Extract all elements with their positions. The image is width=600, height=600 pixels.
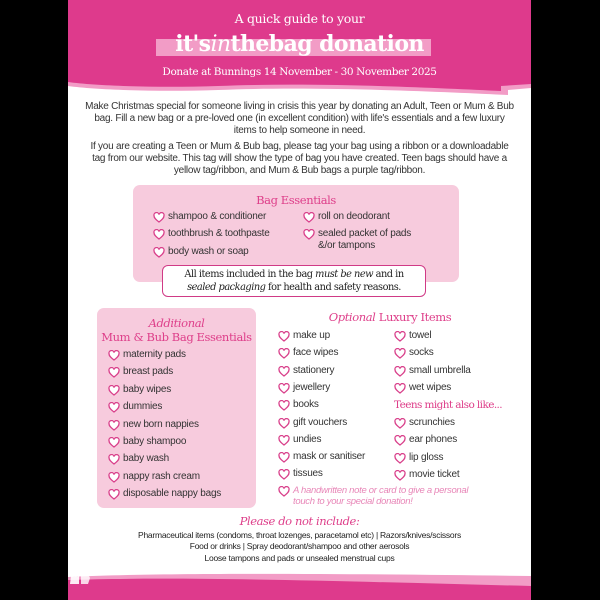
handwritten-note-item: A handwritten note or card to give a personal touch to your special donation!	[278, 485, 468, 507]
heart-icon	[108, 454, 120, 465]
list-item: disposable nappy bags	[108, 488, 221, 500]
list-item: tissues	[278, 468, 323, 480]
heart-icon	[153, 212, 165, 223]
heart-icon	[394, 366, 406, 377]
heart-icon	[278, 383, 290, 394]
heart-icon	[303, 212, 315, 223]
heart-icon	[303, 229, 315, 240]
heart-icon	[108, 420, 120, 431]
list-item: sealed packet of pads	[303, 228, 411, 240]
heart-icon	[108, 437, 120, 448]
list-item: mask or sanitiser	[278, 451, 365, 463]
heart-icon	[108, 367, 120, 378]
list-item: toothbrush & toothpaste	[153, 228, 270, 240]
list-item: face wipes	[278, 347, 338, 359]
heart-icon	[153, 229, 165, 240]
list-item: dummies	[108, 401, 162, 413]
footer-banner	[68, 572, 531, 600]
list-item: towel	[394, 330, 431, 342]
heart-icon	[394, 331, 406, 342]
heart-icon	[278, 418, 290, 429]
intro-paragraph-1: Make Christmas special for someone living in crisis this year by donating an Adult, Teen or Mum & Bub bag. Fill a new bag or a pre-loved one (in excellent condition) with life's essentials and a few luxury items to help someone in need.	[85, 101, 514, 136]
heart-icon	[108, 489, 120, 500]
list-item: baby wipes	[108, 384, 171, 396]
header-banner	[68, 0, 531, 98]
heart-icon	[108, 472, 120, 483]
heart-icon	[394, 418, 406, 429]
heart-icon	[394, 435, 406, 446]
mum-bub-title-line2: Mum & Bub Bag Essentials	[101, 330, 252, 344]
heart-icon	[278, 400, 290, 411]
list-item: roll on deodorant	[303, 211, 390, 223]
bag-essentials-title: Bag Essentials	[256, 193, 336, 207]
list-item: shampoo & conditioner	[153, 211, 266, 223]
header-date: Donate at Bunnings 14 November - 30 November 2025	[162, 66, 437, 78]
list-item: maternity pads	[108, 349, 186, 361]
heart-icon	[394, 453, 406, 464]
list-item: breast pads	[108, 366, 173, 378]
heart-icon	[108, 402, 120, 413]
list-item: lip gloss	[394, 452, 443, 464]
heart-icon	[153, 247, 165, 258]
list-item: baby shampoo	[108, 436, 186, 448]
do-not-include-line: Food or drinks | Spray deodorant/shampoo and other aerosols	[189, 541, 410, 551]
flyer-page	[68, 0, 531, 600]
list-item: socks	[394, 347, 434, 359]
heart-icon	[108, 385, 120, 396]
list-item: jewellery	[278, 382, 330, 394]
list-item: gift vouchers	[278, 417, 347, 429]
luxury-title: Optional Luxury Items	[328, 310, 452, 324]
heart-icon	[394, 348, 406, 359]
footer-wave	[68, 572, 531, 600]
teens-title: Teens might also like...	[394, 399, 503, 411]
list-item: movie ticket	[394, 469, 459, 481]
do-not-include-line: Pharmaceutical items (condoms, throat lozenges, paracetamol etc) | Razors/knives/scissors	[138, 530, 461, 540]
heart-icon	[108, 350, 120, 361]
heart-icon	[278, 331, 290, 342]
list-item: books	[278, 399, 319, 411]
header-title	[68, 31, 531, 58]
list-item: stationery	[278, 365, 334, 377]
mum-bub-box	[97, 308, 256, 508]
hands-logo-icon	[68, 572, 92, 584]
list-item: make up	[278, 330, 330, 342]
heart-icon	[278, 366, 290, 377]
list-item: ear phones	[394, 434, 457, 446]
list-item: wet wipes	[394, 382, 451, 394]
heart-icon	[278, 348, 290, 359]
list-item: small umbrella	[394, 365, 471, 377]
title-in: in	[210, 32, 231, 57]
list-item: body wash or soap	[153, 246, 249, 258]
heart-icon	[278, 435, 290, 446]
mum-bub-title-line1: Additional	[148, 316, 205, 330]
heart-icon	[278, 452, 290, 463]
list-item: new born nappies	[108, 419, 199, 431]
heart-icon	[394, 383, 406, 394]
list-item: undies	[278, 434, 321, 446]
new-items-notice: All items included in the bag must be new and in sealed packaging for health and safety reasons.	[162, 265, 426, 297]
do-not-include-line: Loose tampons and pads or unsealed menstrual cups	[204, 553, 395, 563]
do-not-include-title: Please do not include:	[239, 514, 360, 528]
title-its: it's	[175, 31, 211, 57]
heart-icon	[278, 469, 290, 480]
heart-icon	[278, 486, 290, 497]
list-item-continued: &/or tampons	[318, 240, 376, 251]
list-item: baby wash	[108, 453, 169, 465]
header-subtitle: A quick guide to your	[234, 11, 365, 26]
list-item: nappy rash cream	[108, 471, 200, 483]
title-rest: thebag donation	[230, 31, 424, 57]
heart-icon	[394, 470, 406, 481]
list-item: scrunchies	[394, 417, 455, 429]
intro-paragraph-2: If you are creating a Teen or Mum & Bub bag, please tag your bag using a ribbon or a downloadable tag from our website. This tag will show the type of bag you have created. Teen bags should have a yellow tag/ribbon, and Mum & Bub bags a purple tag/ribbon.	[90, 141, 509, 176]
